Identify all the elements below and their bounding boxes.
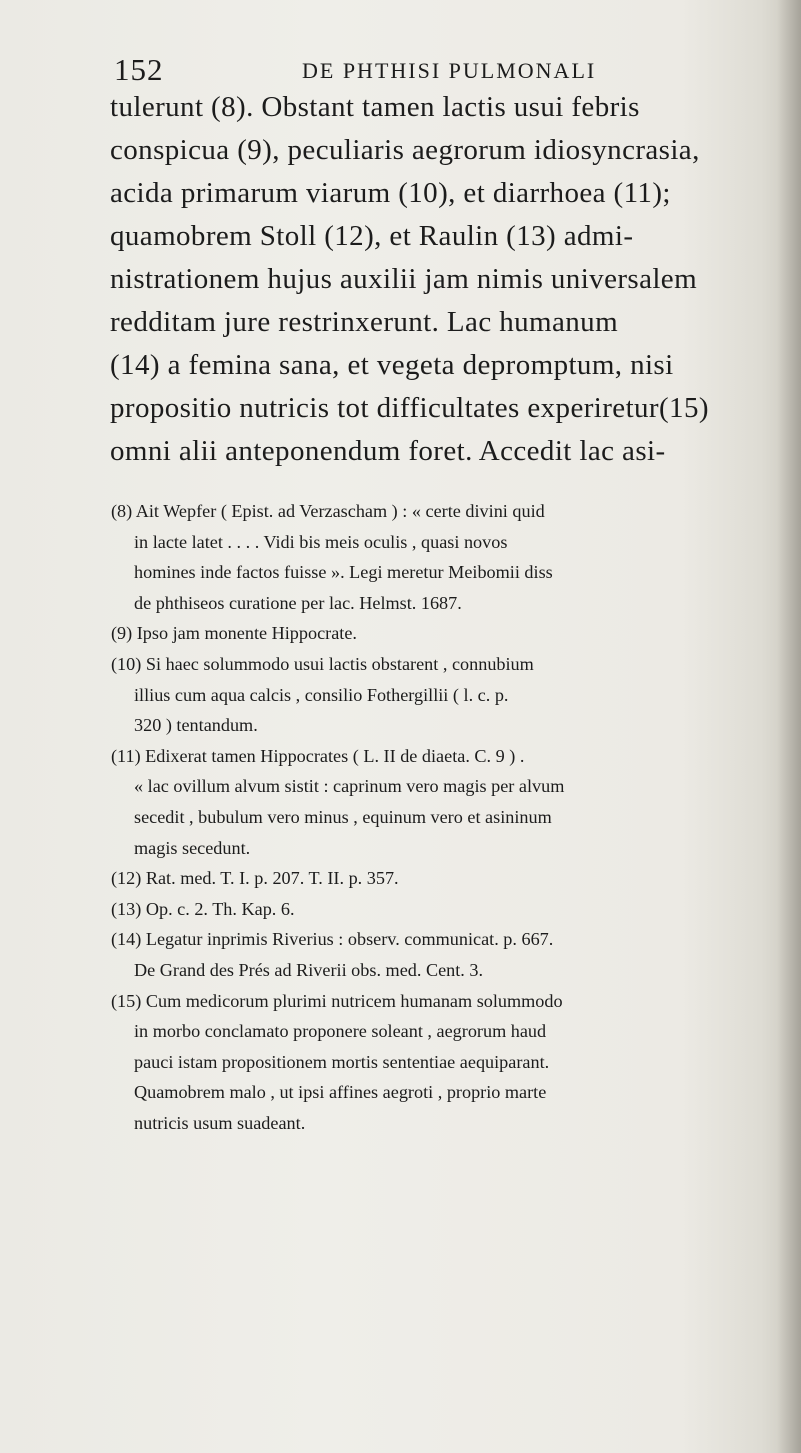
footnote-line: « lac ovillum alvum sistit : caprinum vero magis per alvum: [134, 776, 565, 797]
text-line: omni alii anteponendum foret. Accedit lac asi-: [110, 435, 666, 467]
footnote-line: homines inde factos fuisse ». Legi meretur Meibomii diss: [134, 562, 553, 583]
footnote-10-line: (10) Si haec solummodo usui lactis obstarent , connubium: [111, 653, 534, 674]
footnote-line: pauci istam propositionem mortis sententiae aequiparant.: [134, 1051, 550, 1072]
running-title: DE PHTHISI PULMONALI: [302, 58, 597, 83]
footnote-line: secedit , bubulum vero minus , equinum vero et asininum: [134, 806, 552, 827]
footnote-line: in lacte latet . . . . Vidi bis meis oculis , quasi novos: [134, 531, 508, 552]
footnote-line: De Grand des Prés ad Riverii obs. med. Cent. 3.: [134, 959, 484, 980]
text-line: propositio nutricis tot difficultates experiretur(15): [110, 392, 709, 424]
footnote-line: de phthiseos curatione per lac. Helmst. 1687.: [134, 592, 462, 613]
text-line: tulerunt (8). Obstant tamen lactis usui febris: [110, 91, 640, 123]
text-line: quamobrem Stoll (12), et Raulin (13) admi-: [110, 220, 634, 252]
main-text: [110, 86, 784, 473]
footnote-9-line: (9) Ipso jam monente Hippocrate.: [111, 623, 357, 644]
footnote-13-line: (13) Op. c. 2. Th. Kap. 6.: [111, 898, 295, 919]
page-number: 152: [114, 52, 164, 87]
footnote-12-line: (12) Rat. med. T. I. p. 207. T. II. p. 357.: [111, 868, 399, 889]
footnote-15-line: (15) Cum medicorum plurimi nutricem humanam solummodo: [111, 990, 563, 1011]
text-line: acida primarum viarum (10), et diarrhoea (11);: [110, 177, 671, 209]
footnote-14-line: (14) Legatur inprimis Riverius : observ. communicat. p. 667.: [111, 929, 554, 950]
footnote-line: Quamobrem malo , ut ipsi affines aegroti , proprio marte: [134, 1082, 547, 1103]
footnote-line: nutricis usum suadeant.: [134, 1112, 306, 1133]
footnote-line: 320 ) tentandum.: [134, 715, 258, 736]
text-line: (14) a femina sana, et vegeta depromptum, nisi: [110, 349, 674, 381]
footnotes: [111, 496, 791, 1138]
footnote-line: in morbo conclamato proponere soleant , aegrorum haud: [134, 1021, 547, 1042]
footnote-line: illius cum aqua calcis , consilio Fothergillii ( l. c. p.: [134, 684, 509, 705]
footnote-11-line: (11) Edixerat tamen Hippocrates ( L. II de diaeta. C. 9 ) .: [111, 745, 525, 766]
footnote-8-line: (8) Ait Wepfer ( Epist. ad Verzascham ) : « certe divini quid: [111, 501, 545, 521]
text-line: nistrationem hujus auxilii jam nimis universalem: [110, 263, 698, 295]
text-line: conspicua (9), peculiaris aegrorum idiosyncrasia,: [110, 134, 700, 166]
text-line: redditam jure restrinxerunt. Lac humanum: [110, 306, 619, 338]
footnote-line: magis secedunt.: [134, 837, 251, 858]
